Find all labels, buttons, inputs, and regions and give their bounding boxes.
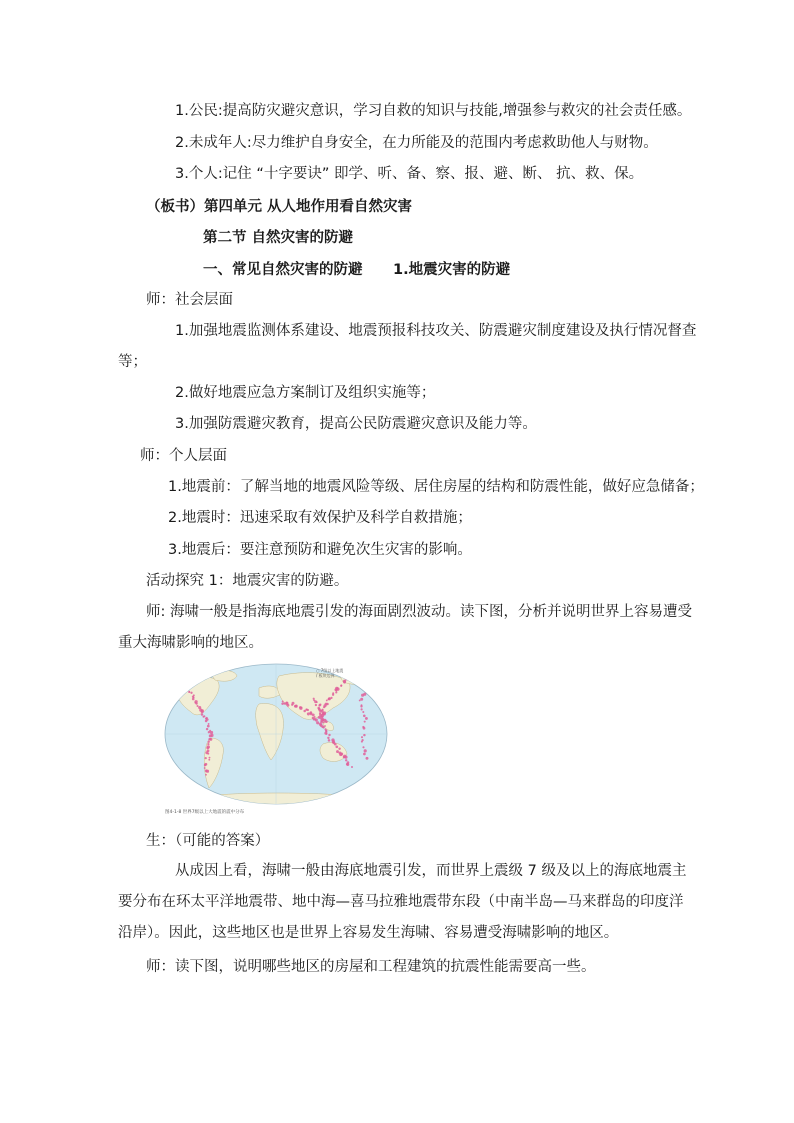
world-earthquake-map [163, 660, 389, 817]
earthquake-marker [360, 705, 362, 707]
earthquake-marker [365, 684, 368, 687]
earthquake-marker [205, 757, 207, 759]
map-legend [316, 668, 343, 678]
earthquake-marker [205, 751, 208, 754]
earthquake-marker [210, 738, 213, 741]
earthquake-marker [205, 720, 208, 723]
citizen-responsibility: 1.公民:提高防灾避灾意识，学习自救的知识与技能,增强参与救灾的社会责任感。 [175, 103, 692, 119]
earthquake-marker [362, 746, 364, 748]
earthquake-marker [314, 700, 317, 703]
personal-item-2: 2.地震时：迅速采取有效保护及科学自救措施； [168, 510, 472, 526]
teacher-final-question: 师：读下图，说明哪些地区的房屋和工程建筑的抗震性能需要高一些。 [146, 959, 596, 975]
earthquake-marker [364, 721, 366, 723]
earthquake-marker [286, 702, 288, 704]
earthquake-marker [343, 755, 346, 758]
earthquake-marker [325, 720, 328, 723]
activity-question: 师: 海啸一般是指海底地震引发的海面剧烈波动。读下图，分析并说明世界上容易遭受 [146, 604, 692, 620]
earthquake-marker [203, 715, 205, 717]
earthquake-marker [328, 739, 331, 742]
earthquake-marker [207, 725, 210, 728]
earthquake-marker [208, 759, 210, 761]
earthquake-marker [338, 748, 340, 750]
student-answer-cont-1: 要分布在环太平洋地震带、地中海—喜马拉雅地震带东段（中南半岛—马来群岛的印度洋 [118, 894, 684, 910]
earthquake-marker [324, 725, 326, 727]
earthquake-marker [208, 731, 210, 733]
earthquake-marker [209, 757, 211, 759]
earthquake-marker [348, 677, 350, 679]
earthquake-marker [326, 703, 329, 706]
earthquake-marker [359, 699, 361, 701]
earthquake-marker [307, 712, 310, 715]
earthquake-marker [320, 710, 322, 712]
earthquake-marker [340, 685, 342, 687]
earthquake-marker [366, 683, 368, 685]
earthquake-marker [208, 723, 210, 725]
map-caption: 图4-1-8 世界7级以上大地震的震中分布 [165, 810, 245, 815]
earthquake-marker [326, 733, 328, 735]
board-section-title: 第二节 自然灾害的防避 [203, 230, 354, 246]
earthquake-marker [192, 696, 194, 698]
earthquake-marker [204, 764, 207, 767]
earthquake-marker [361, 736, 363, 738]
earthquake-marker [363, 753, 366, 756]
earthquake-marker [209, 734, 212, 737]
earthquake-marker [295, 705, 298, 708]
earthquake-marker [346, 763, 349, 766]
earthquake-marker [299, 707, 302, 710]
earthquake-marker [360, 678, 363, 681]
personal-item-1: 1.地震前：了解当地的地震风险等级、居住房屋的结构和防震性能，做好应急储备； [168, 479, 704, 495]
earthquake-marker [313, 698, 315, 700]
earthquake-marker [363, 715, 366, 718]
earthquake-marker [195, 702, 197, 704]
earthquake-marker [326, 699, 328, 701]
society-label: 师：社会层面 [146, 292, 233, 308]
earthquake-marker [361, 741, 363, 743]
earthquake-marker [345, 759, 347, 761]
earthquake-marker [292, 702, 295, 705]
activity-question-cont: 重大海啸影响的地区。 [118, 635, 263, 651]
earthquake-marker [188, 691, 190, 693]
map-legend-boundary: / 板块边界 [316, 673, 335, 678]
earthquake-marker [343, 680, 346, 683]
earthquake-marker [315, 704, 317, 706]
earthquake-marker [334, 743, 337, 746]
activity-title: 活动探究 1：地震灾害的防避。 [146, 573, 349, 589]
earthquake-marker [327, 737, 329, 739]
earthquake-marker [321, 725, 324, 728]
earthquake-marker [340, 753, 343, 756]
earthquake-marker [204, 767, 206, 769]
earthquake-marker [282, 700, 284, 702]
earthquake-marker [323, 721, 325, 723]
earthquake-marker [317, 707, 320, 710]
society-item-2: 2.做好地震应急方案制订及组织实施等； [175, 385, 436, 401]
personal-label: 师：个人层面 [140, 448, 227, 464]
earthquake-marker [319, 704, 321, 706]
earthquake-marker [364, 684, 366, 686]
earthquake-marker [201, 710, 204, 713]
earthquake-marker [210, 731, 213, 734]
earthquake-marker [323, 706, 325, 708]
minor-responsibility: 2.未成年人:尽力维护自身安全，在力所能及的范围内考虑救助他人与财物。 [175, 135, 658, 151]
world-map-graphic [163, 660, 389, 808]
student-label: 生：（可能的答案） [146, 833, 270, 849]
earthquake-marker [197, 705, 199, 707]
earthquake-marker [206, 770, 209, 773]
earthquake-marker [207, 745, 210, 748]
board-subtitle-2: 1.地震灾害的防避 [393, 262, 511, 278]
earthquake-marker [366, 690, 368, 692]
earthquake-marker [336, 750, 339, 753]
board-subtitle-1: 一、常见自然灾害的防避 [203, 262, 363, 278]
earthquake-marker [363, 727, 366, 730]
earthquake-marker [305, 708, 307, 710]
earthquake-marker [360, 698, 363, 701]
earthquake-marker [361, 708, 363, 710]
earthquake-marker [335, 745, 338, 748]
earthquake-marker [362, 711, 364, 713]
student-answer-cont-2: 沿岸）。因此，这些地区也是世界上容易发生海啸、容易遭受海啸影响的地区。 [118, 925, 619, 941]
earthquake-marker [370, 685, 372, 687]
personal-item-3: 3.地震后：要注意预防和避免次生灾害的影响。 [168, 542, 472, 558]
earthquake-marker [201, 713, 204, 716]
earthquake-marker [315, 718, 318, 721]
earthquake-marker [361, 694, 364, 697]
earthquake-marker [363, 734, 365, 736]
earthquake-marker [365, 717, 368, 720]
earthquake-marker [364, 749, 367, 752]
earthquake-marker [366, 757, 369, 760]
earthquake-marker [192, 698, 195, 701]
society-item-1-cont: 等； [118, 354, 147, 370]
earthquake-marker [335, 689, 337, 691]
earthquake-marker [206, 728, 208, 730]
map-legend-quake: ○ 7级以上地震 [316, 668, 344, 673]
earthquake-marker [205, 774, 207, 776]
earthquake-marker [316, 721, 319, 724]
society-item-3: 3.加强防震避灾教育，提高公民防震避灾意识及能力等。 [175, 416, 537, 432]
earthquake-marker [319, 723, 322, 726]
earthquake-marker [287, 704, 290, 707]
earthquake-marker [351, 766, 353, 768]
earthquake-marker [190, 692, 192, 694]
earthquake-marker [335, 691, 337, 693]
earthquake-marker [328, 698, 330, 700]
earthquake-marker [363, 680, 366, 683]
earthquake-marker [332, 694, 334, 696]
society-item-1: 1.加强地震监测体系建设、地震预报科技攻关、防震避灾制度建设及执行情况督查 [175, 323, 697, 339]
board-unit-title: （板书）第四单元 从人地作用看自然灾害 [146, 199, 413, 215]
earthquake-marker [312, 714, 315, 717]
earthquake-marker [207, 743, 209, 745]
earthquake-marker [328, 734, 330, 736]
earthquake-marker [367, 683, 369, 685]
earthquake-marker [303, 710, 306, 713]
individual-responsibility: 3.个人:记住 “十字要诀” 即学、听、备、察、报、避、断、 抗、救、保。 [175, 166, 644, 182]
earthquake-marker [208, 741, 210, 743]
earthquake-marker [322, 716, 324, 718]
student-answer: 从成因上看，海啸一般由海底地震引发，而世界上震级 7 级及以上的海底地震主 [175, 863, 687, 879]
earthquake-marker [323, 713, 325, 715]
